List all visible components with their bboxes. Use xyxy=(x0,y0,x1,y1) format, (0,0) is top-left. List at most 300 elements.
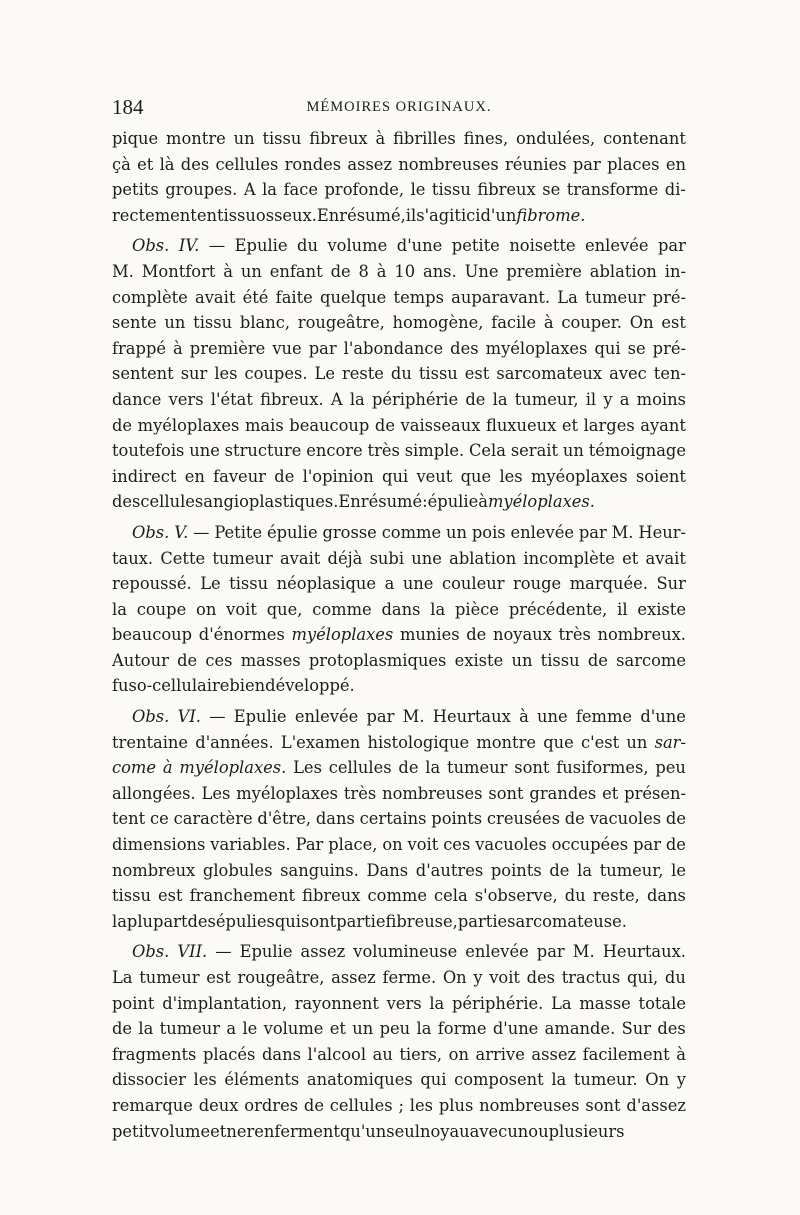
word: s'agit xyxy=(416,205,461,225)
word: le xyxy=(671,860,686,880)
word: été xyxy=(242,287,269,307)
word: vaisseaux xyxy=(400,415,481,435)
word: rouge xyxy=(513,574,562,594)
text-line xyxy=(112,806,686,832)
word: Heurtaux. xyxy=(602,942,686,962)
word: coupe xyxy=(136,599,187,619)
word: vacuoles xyxy=(475,835,547,855)
word: enfant xyxy=(269,261,323,281)
text-line xyxy=(112,152,686,178)
text-line xyxy=(112,336,686,362)
word: coupes. xyxy=(244,364,308,384)
word: larges xyxy=(583,415,635,435)
word: L'examen xyxy=(280,732,361,752)
word: structure xyxy=(224,441,302,461)
word: protoplasmiques xyxy=(308,650,447,670)
word: myéloplaxes xyxy=(137,415,240,435)
word: tumeur. xyxy=(573,1070,638,1090)
word: placés xyxy=(202,1044,256,1064)
word: nombreuses xyxy=(479,1095,580,1115)
word: noyaux xyxy=(492,625,552,645)
word: ten- xyxy=(653,364,686,384)
word: couper. xyxy=(561,313,622,333)
word: fibreuse, xyxy=(385,911,458,931)
word: du xyxy=(564,886,586,906)
text-line xyxy=(112,909,686,935)
text-line xyxy=(112,673,686,699)
word: sur xyxy=(180,364,208,384)
word: de xyxy=(587,650,608,670)
word: M. xyxy=(112,261,134,281)
word: renferment xyxy=(246,1121,340,1141)
word: reste, xyxy=(592,886,640,906)
word: de xyxy=(374,415,395,435)
word: un xyxy=(626,732,648,752)
word: et xyxy=(137,154,154,174)
word: soient xyxy=(635,466,686,486)
word: variables. xyxy=(210,835,291,855)
word: ferme. xyxy=(382,968,437,987)
word: de xyxy=(330,261,351,281)
word: le xyxy=(242,1019,258,1039)
word: enlevée xyxy=(585,236,649,256)
word: un xyxy=(233,129,255,148)
word: à xyxy=(223,261,234,281)
word: existe xyxy=(454,650,504,670)
word: fuso-cellulaire xyxy=(112,676,230,696)
word: d'années. xyxy=(195,732,274,752)
word: sanguins. xyxy=(280,860,359,880)
word: que, xyxy=(266,599,303,619)
word: encore xyxy=(306,441,363,461)
word: auparavant. xyxy=(451,287,551,307)
word: rougeâtre, xyxy=(237,968,325,987)
word: volumineuse xyxy=(353,942,458,962)
word: enlevée xyxy=(465,942,529,962)
word: de xyxy=(274,466,295,486)
word: rayonnent xyxy=(294,993,379,1013)
word: peu xyxy=(379,1019,411,1039)
word: épulies xyxy=(215,911,275,931)
word: enlevée xyxy=(510,522,574,542)
word: myéloplaxes xyxy=(485,338,588,358)
word: Sur xyxy=(621,1019,652,1039)
word: d'énormes xyxy=(198,625,285,645)
word: c'est xyxy=(581,732,620,752)
word: repoussé. xyxy=(112,574,192,594)
word: vacuoles xyxy=(589,809,662,829)
text-line xyxy=(112,858,686,884)
word: rougeâtre, xyxy=(297,313,385,333)
word: là xyxy=(159,154,175,174)
word: en xyxy=(196,205,217,225)
word: moins xyxy=(636,389,686,409)
word: La xyxy=(551,993,572,1013)
word: qui xyxy=(382,466,409,486)
word: des xyxy=(450,338,479,358)
word: à xyxy=(376,261,387,281)
word: sarcomateux xyxy=(496,364,603,384)
word: myéloplaxes. xyxy=(179,758,287,778)
word: Par xyxy=(295,835,324,855)
text-line xyxy=(112,310,686,336)
word: munies xyxy=(399,625,460,645)
word: avait xyxy=(279,548,321,568)
word: — xyxy=(215,942,232,962)
word: ordres xyxy=(244,1095,299,1115)
word: vers xyxy=(386,993,422,1013)
word: a xyxy=(619,389,630,409)
word: résumé, xyxy=(339,205,406,225)
word: marquée. xyxy=(569,574,648,594)
word: tissu xyxy=(193,313,233,333)
word: caractère xyxy=(173,809,253,829)
text-line xyxy=(112,1067,686,1093)
word: facile xyxy=(491,313,537,333)
word: Les xyxy=(201,783,231,803)
word: angioplastiques. xyxy=(203,492,339,512)
text-line xyxy=(112,883,686,909)
word: tumeur xyxy=(212,548,273,568)
word: est xyxy=(206,968,231,987)
word: dans xyxy=(381,599,421,619)
word: comme xyxy=(367,886,427,906)
word: réunies xyxy=(505,154,567,174)
word: sont xyxy=(488,783,524,803)
word: la xyxy=(492,389,508,409)
word: faite xyxy=(275,287,313,307)
word: par xyxy=(658,236,686,256)
word: tumeur xyxy=(447,758,508,778)
word: tissu xyxy=(418,364,458,384)
word: par xyxy=(633,835,661,855)
word: masse xyxy=(579,993,631,1013)
word: il xyxy=(405,205,417,225)
word: du xyxy=(390,364,412,384)
word: nombreuses xyxy=(382,783,483,803)
word: un xyxy=(164,313,186,333)
word: assez xyxy=(300,942,346,962)
word: de xyxy=(177,650,198,670)
word: dance xyxy=(112,389,162,409)
word: Sur xyxy=(656,574,686,594)
word: subi xyxy=(369,548,405,568)
word: sentent xyxy=(112,364,174,384)
word: remarque xyxy=(112,1095,193,1115)
word: une xyxy=(402,574,434,594)
word: la xyxy=(112,599,127,619)
word: de xyxy=(303,1095,324,1115)
word: d'implantation, xyxy=(162,993,288,1013)
text-line xyxy=(112,571,686,597)
word: ici xyxy=(460,205,481,225)
word: très xyxy=(558,625,591,645)
word: Epulie xyxy=(239,942,293,962)
word: di- xyxy=(664,180,686,200)
word: il xyxy=(585,389,597,409)
word: s'observe, xyxy=(474,886,558,906)
word: y xyxy=(473,968,483,987)
word: sar- xyxy=(654,732,686,752)
word: des xyxy=(180,154,210,174)
word: point xyxy=(112,993,155,1013)
word: à xyxy=(375,129,386,148)
word: La xyxy=(557,287,578,307)
word: un xyxy=(240,261,262,281)
word: histologique xyxy=(367,732,470,752)
text-line xyxy=(112,387,686,413)
word: que xyxy=(543,732,574,752)
word: éléments xyxy=(224,1070,300,1090)
word: petit xyxy=(112,1121,151,1141)
word: transforme xyxy=(566,180,659,200)
word: V. xyxy=(174,522,189,542)
word: — xyxy=(209,707,226,727)
word: fibreux xyxy=(302,886,361,906)
text-line xyxy=(112,546,686,572)
word: avait xyxy=(195,287,236,307)
word: myéloplaxes xyxy=(236,783,338,803)
word: et xyxy=(602,783,619,803)
word: la xyxy=(577,860,593,880)
word: myéloplaxes. xyxy=(487,492,595,512)
word: fibreux xyxy=(309,129,368,148)
word: des xyxy=(112,492,141,512)
word: on xyxy=(382,835,403,855)
word: tractus xyxy=(561,968,621,987)
word: que xyxy=(460,466,492,486)
word: incomplète xyxy=(523,548,615,568)
paragraph xyxy=(112,233,686,515)
word: myéloplaxes xyxy=(291,625,394,645)
word: noyau xyxy=(419,1121,470,1141)
word: la xyxy=(429,993,445,1013)
word: frappé xyxy=(112,338,166,358)
word: de xyxy=(665,809,686,829)
word: homogène, xyxy=(392,313,484,333)
word: fusiformes, xyxy=(556,758,649,778)
word: VII. xyxy=(177,942,208,962)
word: existe xyxy=(637,599,686,619)
word: pois xyxy=(471,522,506,542)
word: d'une xyxy=(492,1019,539,1039)
word: Obs. xyxy=(132,707,170,727)
word: beaucoup xyxy=(289,415,370,435)
word: M. xyxy=(572,942,595,962)
text-line xyxy=(112,730,686,756)
word: une xyxy=(537,707,568,727)
word: la xyxy=(425,758,441,778)
word: IV. xyxy=(178,236,200,256)
word: noisette xyxy=(509,236,576,256)
word: 8 xyxy=(358,261,369,281)
word: M. xyxy=(611,522,634,542)
text-line xyxy=(112,965,686,991)
word: On xyxy=(629,313,654,333)
word: développé. xyxy=(265,676,355,696)
word: résumé xyxy=(360,492,423,512)
word: un xyxy=(507,1121,529,1141)
word: Une xyxy=(464,261,499,281)
word: épulie xyxy=(427,492,479,512)
word: qu'un xyxy=(339,1121,387,1141)
paragraph xyxy=(112,126,686,228)
body-text xyxy=(112,126,686,1144)
text-line xyxy=(112,259,686,285)
word: dissocier xyxy=(112,1070,186,1090)
word: cellules xyxy=(328,758,392,778)
page-number: 184 xyxy=(112,95,144,119)
word: des xyxy=(526,968,556,987)
word: est xyxy=(158,886,183,906)
word: On xyxy=(442,968,467,987)
word: En xyxy=(316,205,340,225)
word: par xyxy=(578,522,607,542)
word: ondulées, xyxy=(515,129,596,148)
word: une xyxy=(189,441,220,461)
word: qui xyxy=(274,911,301,931)
word: taux. xyxy=(112,548,154,568)
word: volume xyxy=(263,1019,324,1039)
word: de xyxy=(564,809,585,829)
text-line xyxy=(112,489,686,515)
text-line xyxy=(112,704,686,730)
word: On xyxy=(645,1070,670,1090)
text-line xyxy=(112,1093,686,1119)
word: veut xyxy=(416,466,453,486)
word: est xyxy=(464,364,490,384)
word: qui xyxy=(594,338,621,358)
word: Obs. xyxy=(132,522,170,542)
word: Epulie xyxy=(234,236,288,256)
word: en xyxy=(184,466,205,486)
word: par xyxy=(366,707,395,727)
word: ablation xyxy=(449,548,517,568)
word: place, xyxy=(328,835,378,855)
word: composent xyxy=(454,1070,544,1090)
word: dans xyxy=(646,886,686,906)
word: sarcome xyxy=(616,650,686,670)
word: assez xyxy=(331,968,376,987)
word: les xyxy=(193,1070,217,1090)
paragraph xyxy=(112,520,686,699)
word: nombreux xyxy=(112,860,196,880)
word: avec xyxy=(609,364,647,384)
word: d'un xyxy=(480,205,517,225)
word: d'assez xyxy=(626,1095,686,1115)
word: vue xyxy=(272,338,302,358)
word: grandes xyxy=(529,783,597,803)
word: la xyxy=(138,1019,154,1039)
word: plupart xyxy=(126,911,188,931)
word: complète xyxy=(112,287,188,307)
word: places xyxy=(607,154,660,174)
text-line xyxy=(112,233,686,259)
word: avait xyxy=(645,548,686,568)
word: deux xyxy=(198,1095,239,1115)
word: sarcomateuse. xyxy=(507,911,627,931)
text-line xyxy=(112,939,686,965)
word: qui xyxy=(420,1070,447,1090)
word: la xyxy=(551,1070,567,1090)
word: pré- xyxy=(652,338,686,358)
word: peu xyxy=(655,758,686,778)
word: volume xyxy=(150,1121,211,1141)
word: anatomiques xyxy=(306,1070,413,1090)
word: a xyxy=(226,1019,237,1039)
text-line xyxy=(112,597,686,623)
text-line xyxy=(112,464,686,490)
word: ans. xyxy=(422,261,457,281)
word: fibreux xyxy=(477,180,536,200)
word: y xyxy=(603,389,613,409)
word: Heur- xyxy=(638,522,686,542)
text-line xyxy=(112,177,686,203)
word: grosse xyxy=(322,522,377,542)
word: temps xyxy=(393,287,444,307)
word: — xyxy=(193,522,210,542)
word: sente xyxy=(112,313,157,333)
text-line xyxy=(112,991,686,1017)
word: points xyxy=(490,860,542,880)
word: les xyxy=(409,1095,433,1115)
word: épulie xyxy=(266,522,318,542)
word: VI. xyxy=(177,707,201,727)
word: se xyxy=(627,338,646,358)
word: précédente, xyxy=(508,599,608,619)
word: myéoplaxes xyxy=(530,466,628,486)
word: fines, xyxy=(463,129,509,148)
word: En xyxy=(338,492,361,512)
word: sont xyxy=(585,1095,621,1115)
word: tumeur xyxy=(139,968,200,987)
word: très xyxy=(343,783,377,803)
text-line xyxy=(112,285,686,311)
word: partie xyxy=(457,911,508,931)
word: contenant xyxy=(603,129,686,148)
text-line xyxy=(112,361,686,387)
word: pré- xyxy=(652,287,686,307)
word: fluxueux xyxy=(485,415,557,435)
word: Petite xyxy=(214,522,263,542)
word: et xyxy=(210,1121,227,1141)
word: tumeur xyxy=(159,1019,221,1039)
word: petite xyxy=(451,236,500,256)
word: vers xyxy=(168,389,204,409)
word: voit xyxy=(489,968,520,987)
word: de xyxy=(549,860,570,880)
word: la xyxy=(262,180,277,200)
word: la xyxy=(112,911,127,931)
paragraph xyxy=(112,939,686,1144)
word: toutefois xyxy=(112,441,185,461)
word: périphérie xyxy=(371,389,459,409)
text-line xyxy=(112,781,686,807)
word: est xyxy=(661,313,686,333)
word: totale xyxy=(638,993,686,1013)
word: plusieurs xyxy=(548,1121,625,1141)
word: fibreux. xyxy=(260,389,324,409)
word: les xyxy=(499,466,523,486)
word: des xyxy=(187,911,216,931)
word: Cette xyxy=(160,548,206,568)
word: tumeur, xyxy=(599,860,664,880)
word: çà xyxy=(112,154,131,174)
word: d'une xyxy=(396,236,443,256)
word: arrive xyxy=(475,1044,525,1064)
word: femme xyxy=(575,707,633,727)
word: de xyxy=(665,835,686,855)
